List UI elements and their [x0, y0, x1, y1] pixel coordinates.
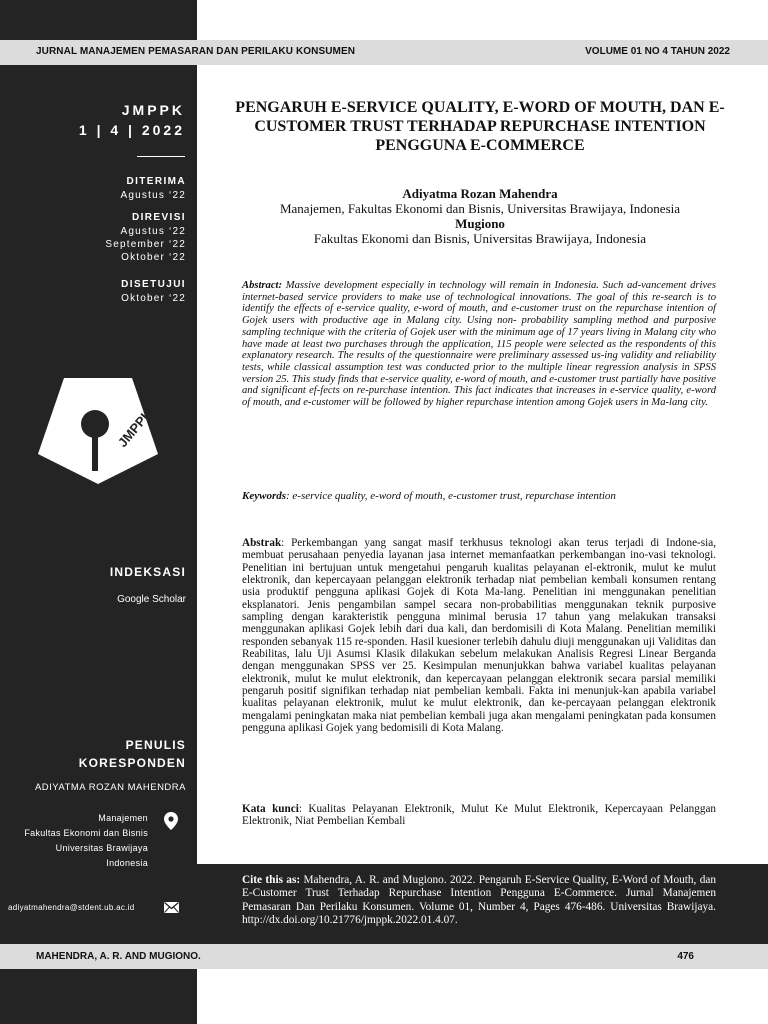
- revised-date: September ‘22: [105, 239, 186, 250]
- page-number: 476: [677, 951, 694, 962]
- corresponding-label-1: PENULIS: [125, 738, 186, 752]
- revised-label: DIREVISI: [132, 212, 186, 223]
- journal-code: JMPPK: [121, 102, 185, 118]
- approved-block: [6, 278, 186, 305]
- citation-text[interactable]: Mahendra, A. R. and Mugiono. 2022. Pengaruh E-Service Quality, E-Word of Mouth, dan E-Customer Trust Terhadap Repurchase Intention Pengguna E-Commerce. Jurnal Manajemen Pemasaran Dan Perilaku Konsumen. Volume 01, Number 4, Pages 476-486. Universitas Brawijaya. http://dx.doi.org/10.21776/jmppk.2022.01.4.07.: [242, 874, 717, 926]
- corresponding-author-heading: [79, 736, 186, 772]
- author-2-name: Mugiono: [455, 216, 505, 231]
- abstract-indonesian: [242, 537, 716, 735]
- envelope-icon: [164, 902, 179, 913]
- author-1-name: Adiyatma Rozan Mahendra: [402, 186, 558, 201]
- issue-number: 1 | 4 | 2022: [78, 122, 185, 138]
- affiliation-line: Indonesia: [106, 858, 148, 868]
- footer-authors: MAHENDRA, A. R. AND MUGIONO.: [36, 951, 201, 962]
- citation: [242, 874, 716, 927]
- affiliation-line: Fakultas Ekonomi dan Bisnis: [24, 828, 148, 838]
- journal-logo: [38, 378, 158, 484]
- received-block: [6, 175, 186, 202]
- abstract-indonesian-label: Abstrak: [242, 537, 282, 549]
- abstract-english-text: Massive development especially in technology will remain in Indonesia. Such ad-vancement drives internet-based service providers to make use of technological innovations. The goal of this re-search is to identify the effects of e-service quality, e-word of mouth, and e-customer trust on the repurchase intention of Gojek users with productive age in Malang city. Using non- probability sampling method and purposive sampling technique with the criteria of Gojek user with the minimum age of 17 years living in Malang city who have made at least two purchases through the application, 115 people were selected as the respondents of this explanatory research. The results of the questionnaire were preliminary assessed us-ing validity and reliability tests, while classical assumption test was conducted prior to the multiple linear regression analysis in SPSS version 25. This study finds that e-service quality, e-word of mouth, and e-customer trust partially have positive and significant ef-fects on re-purchase intention. This fact indicates that increases in e-service quality, e-word of mouth, and e-customer will be followed by higher repurchase intention among Gojek users in Ma-lang city.: [242, 280, 716, 409]
- keywords-indonesian-label: Kata kunci: [242, 803, 299, 815]
- keywords-english-text: : e-service quality, e-word of mouth, e-customer trust, repurchase intention: [286, 490, 616, 502]
- revised-date: Oktober ‘22: [121, 252, 186, 263]
- keywords-indonesian: [242, 803, 716, 828]
- keywords-english: [242, 490, 716, 502]
- logo-text: JMPPK: [114, 405, 156, 450]
- author-2-affiliation: Fakultas Ekonomi dan Bisnis, Universitas Brawijaya, Indonesia: [313, 231, 647, 246]
- running-footer: [0, 944, 768, 969]
- corresponding-author-name: ADIYATMA ROZAN MAHENDRA: [34, 782, 186, 793]
- corresponding-label-2: KORESPONDEN: [78, 756, 186, 770]
- abstract-english-label: Abstract:: [242, 280, 283, 291]
- keywords-english-label: Keywords: [242, 490, 286, 502]
- article-title: PENGARUH E-SERVICE QUALITY, E-WORD OF MOUTH, DAN E-CUSTOMER TRUST TERHADAP REPURCHASE INTENTION PENGGUNA E-COMMERCE: [235, 99, 725, 154]
- approved-label: DISETUJUI: [121, 279, 186, 290]
- author-affiliation: [24, 811, 148, 871]
- revised-block: [6, 211, 186, 264]
- author-1-affiliation: Manajemen, Fakultas Ekonomi dan Bisnis, Universitas Brawijaya, Indonesia: [279, 201, 681, 216]
- author-email[interactable]: adiyatmahendra@stdent.ub.ac.id: [8, 903, 135, 912]
- approved-date: Oktober ‘22: [121, 293, 186, 304]
- revised-date: Agustus ‘22: [120, 226, 186, 237]
- indexing-label: INDEKSASI: [109, 565, 186, 579]
- abstract-english: [242, 280, 716, 409]
- affiliation-line: Manajemen: [98, 813, 148, 823]
- journal-name: JURNAL MANAJEMEN PEMASARAN DAN PERILAKU KONSUMEN: [36, 46, 356, 57]
- volume-info: VOLUME 01 NO 4 TAHUN 2022: [585, 46, 730, 57]
- citation-label: Cite this as:: [242, 874, 301, 886]
- abstract-indonesian-text: : Perkembangan yang sangat masif terkhusus teknologi akan terus terjadi di Indone-sia, membuat perusahaan penyedia layanan jasa internet memanfaatkan perkembangan ino-vasi teknologi. Penelitian ini bertujuan untuk mengetahui pengaruh kualitas pelayanan el-ektronik, mulut ke mulut elektronik, dan kepercayaan pelanggan elektronik terhadap niat pembelian kembali konsumen rentang usia produktif pengguna aplikasi Gojek di Kota Ma-lang. Penelitian ini menggunakan penelitian eksplanatori. Jenis pengambilan sampel secara non-probabilitias menggunakan teknik purposive sampling dengan karakteristik pengguna minimal berusia 17 tahun yang melakukan transaksi menggunakan aplikasi Gojek lebih dari dua kali, dan berdomisili di Kota Malang. Penelitian memiliki responden sebanyak 115 re-sponden. Hasil kuesioner terlebih dahulu diuji menggunakan uji Validitas dan Reabilitas, lalu Uji Asumsi Klasik dilakukan sebelum melakukan Analisis Regresi Linear Berganda dengan menggunakan SPSS ver 25. Kesimpulan menunjukkan bahwa variabel kualitas pelayanan elektronik, mulut ke mulut elektronik, dan kepercayaan pelanggan elektronik secara parsial memiliki pengaruh positif signifikan terhadap niat pembelian kembali. Fakta ini menunjuk-kan apabila variabel kualitas pelayanan elektronik, mulut ke mulut elektronik, dan ke-percayaan pelanggan elektronik mengalami peningkatan maka niat pembelian kembali juga akan mengalami peningkatan pada konsumen pengguna aplikasi Gojek yang bedomisili di Kota Malang.: [242, 537, 716, 735]
- indexing-value: Google Scholar: [117, 594, 186, 605]
- author-block: [232, 186, 728, 246]
- sidebar-divider: [137, 156, 185, 157]
- keywords-indonesian-text: : Kualitas Pelayanan Elektronik, Mulut Ke Mulut Elektronik, Kepercayaan Pelanggan Elektronik, Niat Pembelian Kembali: [242, 803, 716, 828]
- affiliation-line: Universitas Brawijaya: [55, 843, 148, 853]
- location-pin-icon: [164, 812, 178, 830]
- received-date: Agustus ‘22: [120, 190, 186, 201]
- received-label: DITERIMA: [126, 176, 186, 187]
- journal-code-block: [79, 100, 185, 140]
- running-header: [0, 40, 768, 65]
